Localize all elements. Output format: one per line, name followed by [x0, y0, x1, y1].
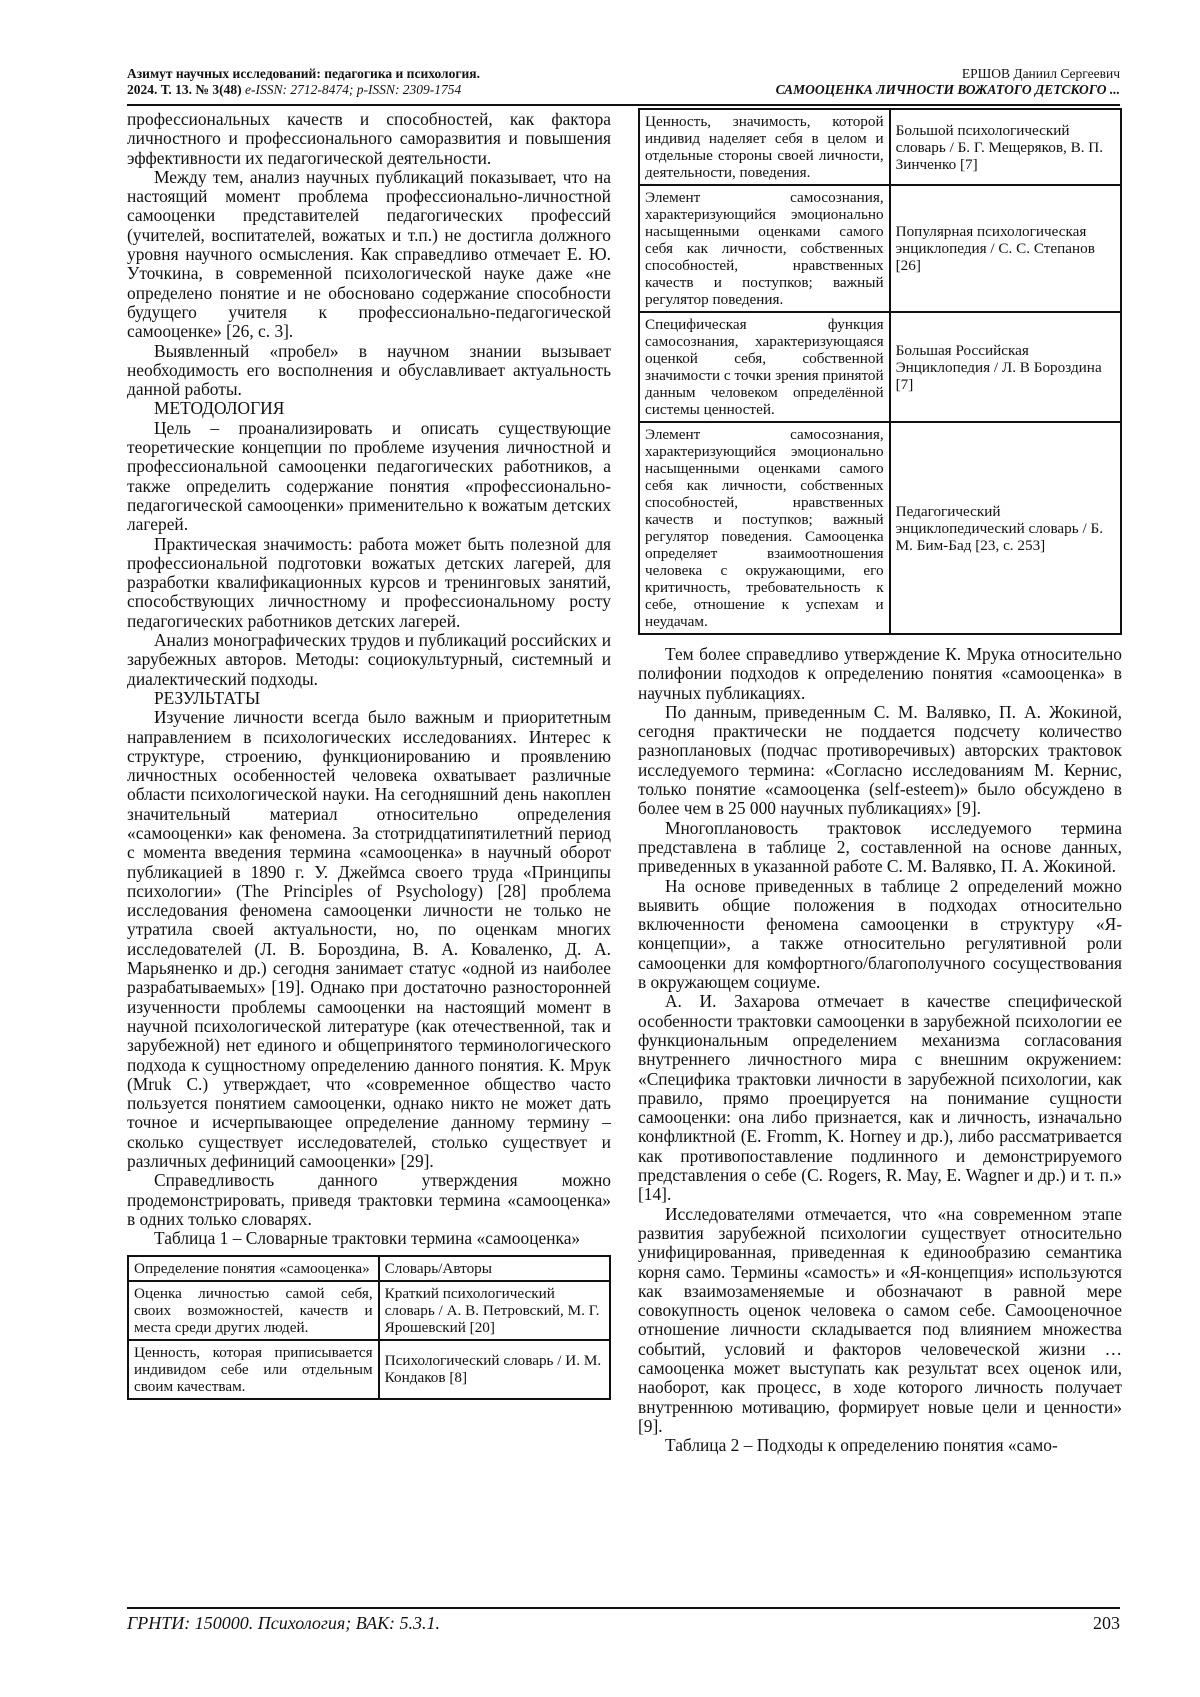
paragraph: Исследователями отмечается, что «на современном этапе развития зарубежной психологии существует относительно унифицированная, приведенная к единообразию семантика корня само. Термины «самость» и «Я-концепция» используются как взаимозаменяемые и обозначают в равной мере совокупность оценок человека о самом себе. Самооценочное отношение личности складывается под влиянием множества событий, условий и факторов человеческой жизни … самооценка может выступать как результат всех оценок или, наоборот, как процесс, в ходе которого личность получает внутреннюю мотивацию, формирует новые цели и ценности» [9].	[638, 1203, 1122, 1436]
source-cell: Краткий психологический словарь / А. В. Петровский, М. Г. Ярошевский [20]	[379, 1281, 610, 1340]
table-row	[639, 109, 1121, 185]
definition-cell: Элемент самосознания, характеризующийся эмоционально насыщенными оценками самого себя как личности, собственных способностей, нравственных качеств и поступков; важный регулятор поведения. Самооценка определяет взаимоотношения человека с окружающими, его критичность, требовательность к себе, отношение к успехам и неудачам.	[639, 422, 890, 634]
volume-number: 2024. Т. 13. № 3(48)	[127, 82, 242, 97]
definition-cell: Оценка личностью самой себя, своих возможностей, качеств и места среди других людей.	[128, 1281, 379, 1340]
table-header-cell: Словарь/Авторы	[379, 1256, 610, 1281]
table-row	[639, 312, 1121, 422]
source-cell: Большая Российская Энциклопедия / Л. В Бороздина [7]	[890, 312, 1121, 422]
article-title: САМООЦЕНКА ЛИЧНОСТИ ВОЖАТОГО ДЕТСКОГО ...	[775, 82, 1120, 97]
definition-cell: Элемент самосознания, характеризующийся эмоционально насыщенными оценками самого себя как личности, собственных способностей, нравственных качеств и поступков; важный регулятор поведения.	[639, 185, 890, 312]
left-column	[127, 110, 611, 1400]
source-cell: Большой психологический словарь / Б. Г. Мещеряков, В. П. Зинченко [7]	[890, 109, 1121, 185]
page-number: 203	[1093, 1613, 1120, 1633]
paragraph: По данным, приведенным С. М. Валявко, П. А. Жокиной, сегодня практически не поддается подсчету количество разноплановых (подчас противоречивых) авторских трактовок исследуемого термина: «Согласно исследованиям М. Кернис, только понятие «самооценка (self-esteem)» было обсуждено в более чем в 25 000 научных публикациях» [9].	[638, 701, 1122, 819]
table-1	[127, 1255, 611, 1400]
source-cell: Популярная психологическая энциклопедия / С. С. Степанов [26]	[890, 185, 1121, 312]
table-header-cell: Определение понятия «самооценка»	[128, 1256, 379, 1281]
definition-cell: Ценность, значимость, которой индивид наделяет себя в целом и отдельные стороны своей личности, деятельности, поведения.	[639, 109, 890, 185]
paragraph: Тем более справедливо утверждение К. Мрука относительно полифонии подходов к определению понятия «самооценка» в научных публикациях.	[638, 644, 1122, 703]
definition-cell: Специфическая функция самосознания, характеризующаяся оценкой себя, собственной значимости с точки зрения принятой данным человеком определённой системы ценностей.	[639, 312, 890, 422]
paragraph: Практическая значимость: работа может быть полезной для профессиональной подготовки вожатых детских лагерей, для разработки квалификационных курсов и тренинговых занятий, способствующих личностному и профессиональному росту педагогических работников детских лагерей.	[127, 533, 611, 631]
paragraph: профессиональных качеств и способностей, как фактора личностного и профессионального саморазвития и повышения эффективности их педагогической деятельности.	[127, 109, 611, 168]
running-header-right	[776, 66, 1120, 98]
journal-name: Азимут научных исследований: педагогика и психология.	[127, 66, 480, 81]
paragraph: Многоплановость трактовок исследуемого термина представлена в таблице 2, составленной на основе данных, приведенных в указанной работе С. М. Валявко, П. А. Жокиной.	[638, 817, 1122, 877]
paragraph: Выявленный «пробел» в научном знании вызывает необходимость его восполнения и обуславливает актуальность данной работы.	[127, 340, 611, 400]
definition-cell: Ценность, которая приписывается индивидом себе или отдельным своим качествам.	[128, 1340, 379, 1399]
section-heading-methodology: МЕТОДОЛОГИЯ	[154, 398, 285, 419]
section-heading-results: РЕЗУЛЬТАТЫ	[154, 687, 261, 708]
paragraph: На основе приведенных в таблице 2 определений можно выявить общие положения в подходах относительно включенности феномена самооценки в структуру «Я-концепции», а также относительно регулятивной роли самооценки для комфортного/благополучного сосуществования в окружающем социуме.	[638, 875, 1122, 993]
source-cell: Психологический словарь / И. М. Кондаков [8]	[379, 1340, 610, 1399]
table-2-caption: Таблица 2 – Подходы к определению понятия «само-	[665, 1435, 1058, 1456]
table-row	[639, 185, 1121, 312]
source-cell: Педагогический энциклопедический словарь / Б. М. Бим-Бад [23, с. 253]	[890, 422, 1121, 634]
header-divider	[127, 104, 1120, 106]
footer-classification: ГРНТИ: 150000. Психология; ВАК: 5.3.1.	[127, 1613, 441, 1633]
footer-divider	[127, 1607, 1120, 1609]
running-header-left	[127, 66, 647, 98]
paragraph: Анализ монографических трудов и публикаций российских и зарубежных авторов. Методы: социокультурный, системный и диалектический подходы.	[127, 630, 611, 689]
table-header-row	[128, 1256, 610, 1281]
table-1-continued	[638, 108, 1122, 635]
paragraph: Изучение личности всегда было важным и приоритетным направлением в психологических исследованиях. Интерес к структуре, строению, функционированию и проявлению личностных особенностей человека охватывает различные области психологической науки. На сегодняшний день накоплен значительный материал относительно определения «самооценки» как феномена. За стотридцатипятилетний период с момента введения термина «самооценка» в научный оборот публикацией в 1890 г. У. Джеймса своего труда «Принципы психологии» (The Principles of Psychology) [28] проблема исследования феномена самооценки личности не только не утратила своей актуальности, но, по оценкам многих исследователей (Л. В. Бороздина, В. А. Коваленко, Д. А. Марьяненко и др.) сегодня занимает статус «одной из наиболее разрабатываемых» [19]. Однако при достаточно разносторонней изученности проблемы самооценки на настоящий момент в научной психологической литературе (как отечественной, так и зарубежной) нет единого и общепринятого терминологического подхода к сущностному определению данного понятия. К. Мрук (Mruk C.) утверждает, что «современное общество часто пользуется понятием самооценки, однако никто не может дать точное и исчерпывающее определение данному термину – сколько существует исследователей, столько существует и различных дефиниций самооценки» [29].	[127, 707, 611, 1172]
table-row	[639, 422, 1121, 634]
issn-numbers: e-ISSN: 2712-8474; p-ISSN: 2309-1754	[241, 82, 462, 97]
table-caption: Таблица 1 – Словарные трактовки термина «самооценка»	[154, 1228, 581, 1249]
paragraph: А. И. Захарова отмечает в качестве специфической особенности трактовки самооценки в зарубежной психологии ее функциональным определением механизма согласования внутреннего личностного мира с внешним окружением: «Специфика трактовки личности в зарубежной психологии, как правило, прямо проецируется на понимание сущности самооценки: она либо признается, как и личность, изначально конфликтной (E. Fromm, K. Horney и др.), либо рассматривается как противопоставление подлинного и демонстрируемого представления о себе (C. Rogers, R. May, E. Wagner и др.) и т. п.» [14].	[638, 991, 1122, 1205]
right-column	[638, 110, 1122, 1455]
paragraph: Справедливость данного утверждения можно продемонстрировать, приведя трактовки термина «самооценка» в одних только словарях.	[127, 1170, 611, 1229]
author-name: ЕРШОВ Даниил Сергеевич	[961, 66, 1120, 81]
paragraph: Цель – проанализировать и описать существующие теоретические концепции по проблеме изучения личностной и профессиональной самооценки педагогических работников, а также определить содержание понятия «профессионально-педагогической самооценки» применительно к вожатым детских лагерей.	[127, 417, 611, 535]
table-row	[128, 1281, 610, 1340]
table-row	[128, 1340, 610, 1399]
journal-issue	[127, 82, 647, 98]
paragraph: Между тем, анализ научных публикаций показывает, что на настоящий момент проблема профессионально-личностной самооценки представителей педагогических профессий (учителей, воспитателей, вожатых и т.п.) не достигла должного уровня научного осмысления. Как справедливо отмечает Е. Ю. Уточкина, в современной психологической науке даже «не определено понятие и не обосновано содержание способности будущего учителя к профессионально-педагогической самооценке» [26, с. 3].	[127, 166, 611, 342]
